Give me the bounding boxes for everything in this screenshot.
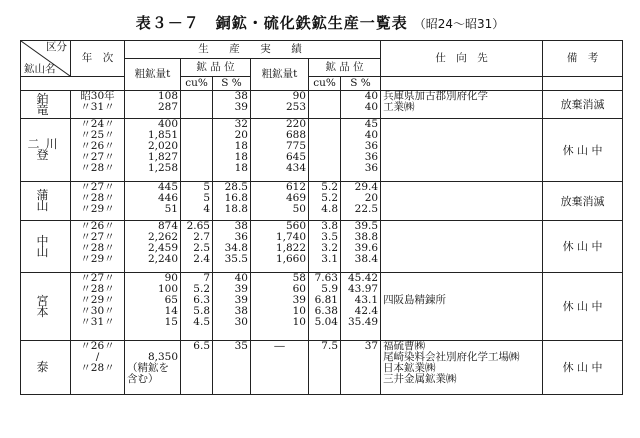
mine-category-header	[21, 41, 71, 77]
blank-header	[21, 77, 125, 91]
header-row-3	[21, 77, 623, 91]
cu-2-cell: 7.63 5.9 6.81 6.38 5.04	[309, 273, 341, 341]
crude-ore-1-header: 粗鉱量t	[125, 59, 181, 91]
year-cell: 〃24〃 〃25〃 〃26〃 〃27〃 〃28〃	[71, 119, 125, 182]
cu-2-cell: 5.2 5.2 4.8	[309, 182, 341, 221]
mine-name: 鉑 竜	[21, 91, 71, 119]
mine-name-label: 鉱山名	[24, 63, 56, 75]
remarks-header: 備 考	[543, 41, 623, 77]
year-cell: 〃27〃 〃28〃 〃29〃	[71, 182, 125, 221]
destination-cell	[381, 119, 543, 182]
table-row	[21, 182, 623, 221]
grade-2-header: 鉱 品 位	[309, 59, 381, 77]
mine-name: 泰	[21, 341, 71, 395]
table-row	[21, 119, 623, 182]
crude-ore-1-cell: 8,350 （精鉱を 含む）	[125, 341, 181, 395]
mine-name: 宮 本	[21, 273, 71, 341]
year-cell: 〃26〃 〃27〃 〃28〃 〃29〃	[71, 221, 125, 273]
s-1-cell: 40 39 39 38 30	[213, 273, 251, 341]
remarks-cell: 休 山 中	[543, 273, 623, 341]
cu-2-cell: 7.5	[309, 341, 341, 395]
cu-2-header: cu%	[309, 77, 341, 91]
table-row	[21, 91, 623, 119]
destination-cell: 福硫曹㈱ 尾崎染料会社別府化学工場㈱ 日本鉱業㈱ 三井金属鉱業㈱	[381, 341, 543, 395]
cu-1-cell: 7 5.2 6.3 5.8 4.5	[181, 273, 213, 341]
s-1-cell: 38 36 34.8 35.5	[213, 221, 251, 273]
category-label: 区分	[46, 41, 67, 53]
title-range: （昭24～昭31）	[413, 17, 505, 31]
s-1-cell: 32 20 18 18 18	[213, 119, 251, 182]
destination-cell: 兵庫県加古郡別府化学 工業㈱	[381, 91, 543, 119]
table-row	[21, 221, 623, 273]
cu-2-cell	[309, 119, 341, 182]
blank-header	[381, 77, 543, 91]
production-table	[20, 40, 623, 395]
crude-ore-1-cell: 108 287	[125, 91, 181, 119]
remarks-cell: 放棄消滅	[543, 182, 623, 221]
production-header: 生 産 実 績	[125, 41, 381, 59]
s-1-cell: 38 39	[213, 91, 251, 119]
crude-ore-2-cell: 220 688 775 645 434	[251, 119, 309, 182]
crude-ore-2-cell: ―	[251, 341, 309, 395]
s-2-cell: 45 40 36 36 36	[341, 119, 381, 182]
crude-ore-2-header: 粗鉱量t	[251, 59, 309, 91]
cu-1-header: cu%	[181, 77, 213, 91]
s-2-cell: 45.42 43.97 43.1 42.4 35.49	[341, 273, 381, 341]
year-cell: 昭30年 〃31〃	[71, 91, 125, 119]
crude-ore-2-cell: 90 253	[251, 91, 309, 119]
remarks-cell: 休 山 中	[543, 119, 623, 182]
year-header: 年 次	[71, 41, 125, 77]
cu-2-cell	[309, 91, 341, 119]
year-cell: 〃27〃 〃28〃 〃29〃 〃30〃 〃31〃	[71, 273, 125, 341]
destination-cell	[381, 221, 543, 273]
cu-1-cell	[181, 91, 213, 119]
remarks-cell: 休 山 中	[543, 341, 623, 395]
crude-ore-1-cell: 400 1,851 2,020 1,827 1,258	[125, 119, 181, 182]
table-title	[0, 12, 640, 33]
s-2-cell: 29.4 20 22.5	[341, 182, 381, 221]
cu-2-cell: 3.8 3.5 3.2 3.1	[309, 221, 341, 273]
header-row-1	[21, 41, 623, 59]
crude-ore-1-cell: 90 100 65 14 15	[125, 273, 181, 341]
crude-ore-1-cell: 445 446 51	[125, 182, 181, 221]
cu-1-cell: 6.5	[181, 341, 213, 395]
cu-1-cell: 5 5 4	[181, 182, 213, 221]
s-2-header: S %	[341, 77, 381, 91]
crude-ore-2-cell: 58 60 39 10 10	[251, 273, 309, 341]
destination-cell	[381, 182, 543, 221]
mine-name: 二川登	[21, 119, 71, 182]
destination-header: 仕 向 先	[381, 41, 543, 77]
s-2-cell: 40 40	[341, 91, 381, 119]
remarks-cell: 休 山 中	[543, 221, 623, 273]
table-row	[21, 273, 623, 341]
remarks-cell: 放棄消滅	[543, 91, 623, 119]
s-2-cell: 39.5 38.8 39.6 38.4	[341, 221, 381, 273]
title-text: 表３－７ 銅鉱・硫化鉄鉱生産一覧表	[135, 14, 408, 32]
crude-ore-2-cell: 560 1,740 1,822 1,660	[251, 221, 309, 273]
s-1-cell: 35	[213, 341, 251, 395]
destination-cell: 四阪島精錬所	[381, 273, 543, 341]
s-1-header: S %	[213, 77, 251, 91]
grade-1-header: 鉱 品 位	[181, 59, 251, 77]
cu-1-cell: 2.65 2.7 2.5 2.4	[181, 221, 213, 273]
mine-name: 中 山	[21, 221, 71, 273]
table-row	[21, 341, 623, 395]
crude-ore-1-cell: 874 2,262 2,459 2,240	[125, 221, 181, 273]
crude-ore-2-cell: 612 469 50	[251, 182, 309, 221]
mine-name: 蒲 山	[21, 182, 71, 221]
cu-1-cell	[181, 119, 213, 182]
blank-header	[543, 77, 623, 91]
s-2-cell: 37	[341, 341, 381, 395]
s-1-cell: 28.5 16.8 18.8	[213, 182, 251, 221]
year-cell: 〃26〃 / 〃28〃	[71, 341, 125, 395]
